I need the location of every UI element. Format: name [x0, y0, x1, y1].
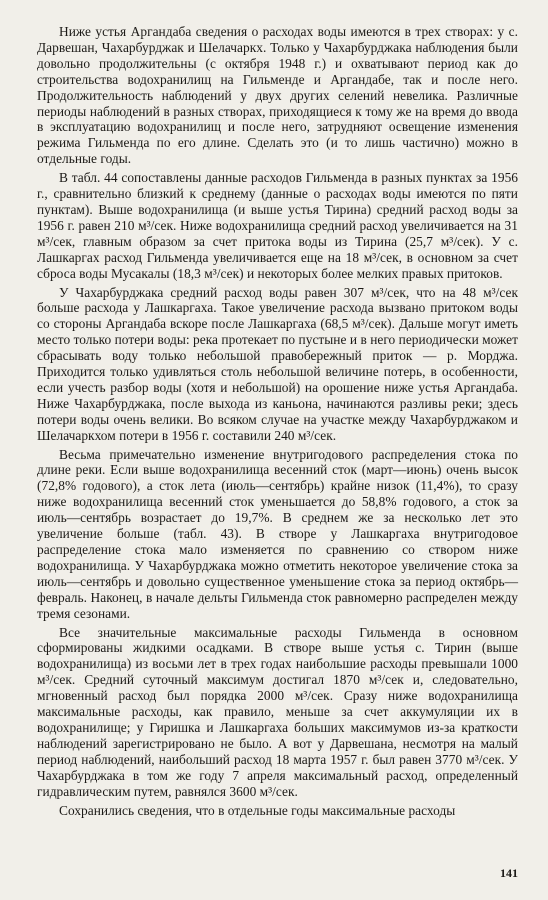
paragraph-5: Все значительные максимальные расходы Гильменда в основном сформированы жидкими осадками. В створе выше устья с. Тирин (выше водохранилища) из восьми лет в трех годах наибольшие расходы превышали 1000 м³/сек. Средний суточный максимум достигал 1870 м³/сек и, следовательно, мгновенный расход был порядка 2000 м³/сек. Сразу ниже водохранилища максимальные расходы, как правило, меньше за счет аккумуляции их в водохранилище; у Гиришка и Лашкаргаха больших максимумов из-за краткости наблюдений зарегистрировано не было. А вот у Дарвешана, несмотря на малый период наблюдений, наибольший расход 18 марта 1957 г. был равен 3770 м³/сек. У Чахарбурджака в том же году 7 апреля максимальный расход, определенный гидравлическим путем, равнялся 3600 м³/сек.: [37, 624, 518, 799]
paragraph-3: У Чахарбурджака средний расход воды равен 307 м³/сек, что на 48 м³/сек больше расхода у Лашкаргаха. Такое увеличение расхода вызвано притоком воды со стороны Аргандаба вскоре после Лашкаргаха (68,5 м³/сек). Дальше могут иметь место только потери воды: река протекает по пустыне и в него периодически может сбрасывать воду только небольшой правобережный приток — р. Морджа. Приходится только удивляться столь небольшой величине потерь, в особенности, если учесть разбор воды (хотя и небольшой) на орошение ниже устья Аргандаба. Ниже Чахарбурджака, после выхода из каньона, начинаются разливы реки; здесь потери воды очень велики. Во всяком случае на участке между Чахарбурджаком и Шелачаркхом потери в 1956 г. составили 240 м³/сек.: [37, 284, 518, 443]
paragraph-4: Весьма примечательно изменение внутригодового распределения стока по длине реки. Если выше водохранилища весенний сток (март—июнь) очень высок (72,8% годового), а сток лета (июль—сентябрь) крайне низок (11,4%), то сразу ниже водохранилища весенний сток уменьшается до 58,8% годового, а сток за июль—сентябрь возрастает до 19,7%. В среднем же за несколько лет это увеличение больше (табл. 43). В створе у Лашкаргаха внутригодовое распределение стока мало изменяется по сравнению со створом ниже водохранилища. У Чахарбурджака можно отметить некоторое увеличение стока за июль—сентябрь и довольно существенное уменьшение стока за период октябрь—февраль. Наконец, в начале дельты Гильменда сток равномерно распределен между тремя сезонами.: [37, 446, 518, 621]
page-number: 141: [500, 866, 518, 880]
paragraph-1: Ниже устья Аргандаба сведения о расходах воды имеются в трех створах: у с. Дарвешан, Чахарбурджак и Шелачаркх. Только у Чахарбурджака наблюдения были довольно продолжительны (с октября 1948 г.) и охватывают период как до строительства водохранилищ на Гильменде и Аргандабе, так и после него. Продолжительность наблюдений у двух других селений невелика. Различные периоды наблюдений в разных створах, приходящиеся к тому же на время до ввода в эксплуатацию водохранилищ и после него, затрудняют освещение изменения режима Гильменда по его длине. Сделать это (и то лишь частично) можно в отдельные годы.: [37, 24, 518, 167]
paragraph-6: Сохранились сведения, что в отдельные годы максимальные расходы: [59, 802, 456, 818]
paragraph-2: В табл. 44 сопоставлены данные расходов Гильменда в разных пунктах за 1956 г., сравнительно близкий к среднему (данные о расходах воды имеются по пяти пунктам). Выше водохранилища (и выше устья Тирина) средний расход воды за 1956 г. равен 210 м³/сек. Ниже водохранилища средний расход увеличивается на 31 м³/сек, главным образом за счет притока воды из Тирина (25,7 м³/сек). У с. Лашкаргах расход Гильменда увеличивается еще на 18 м³/сек, в основном за счет сброса воды Мусакалы (18,3 м³/сек) и некоторых более мелких правых притоков.: [37, 170, 518, 281]
